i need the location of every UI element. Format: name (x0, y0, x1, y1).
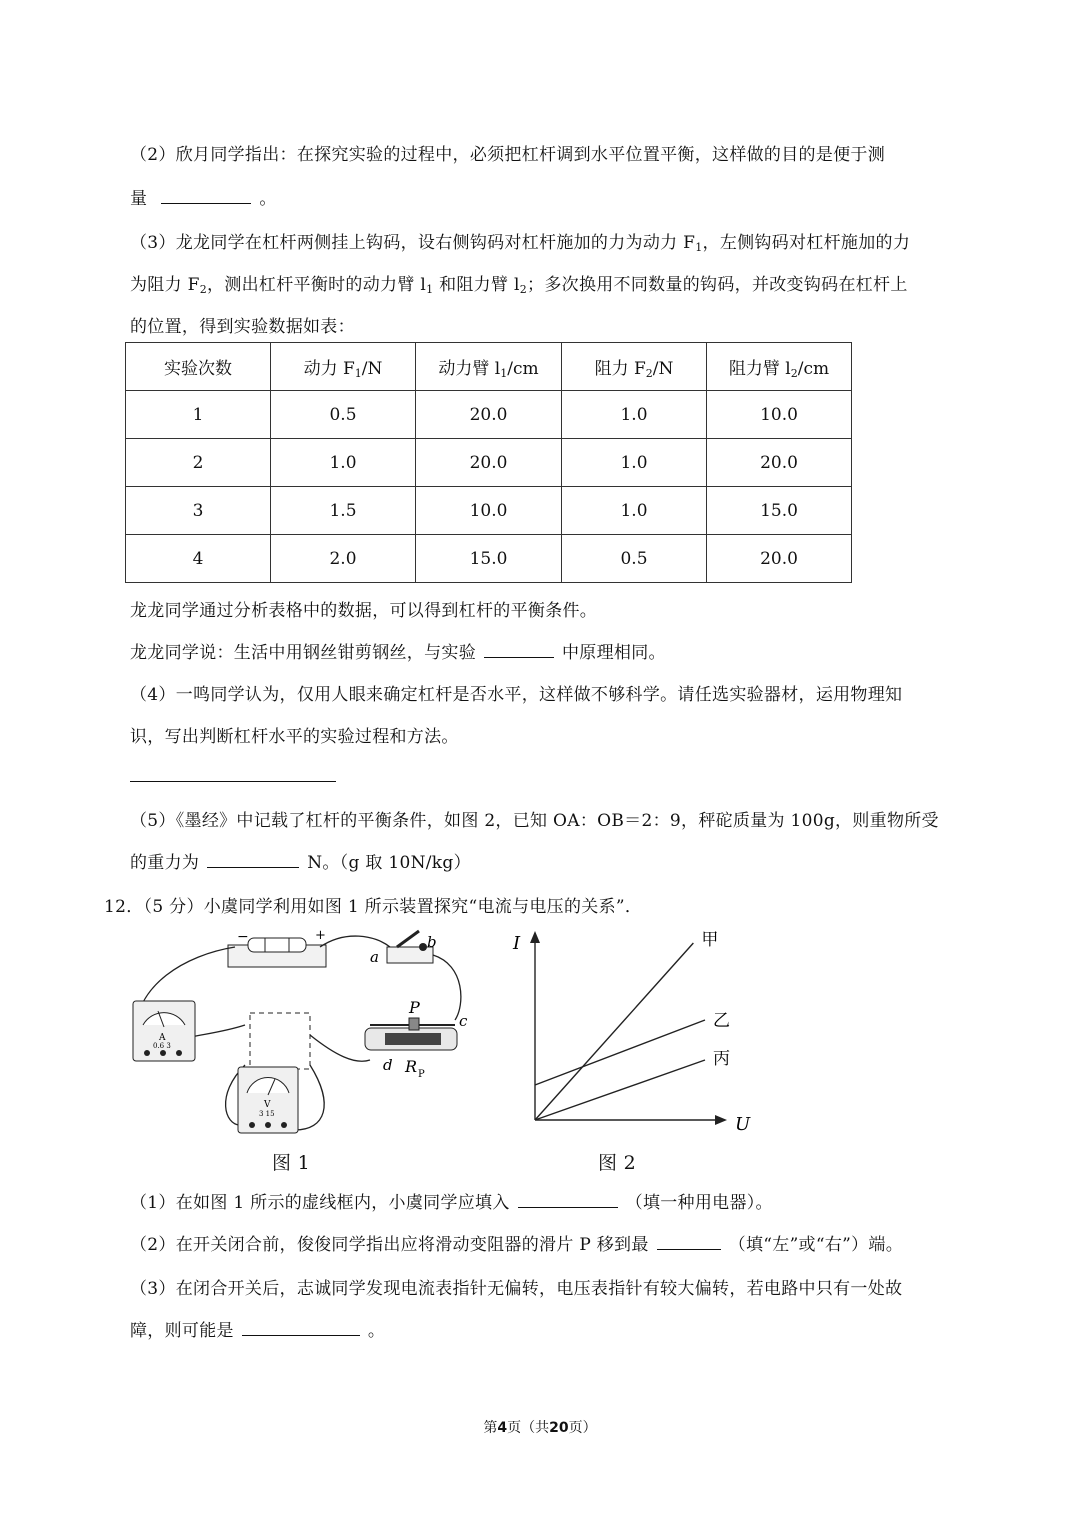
answer-blank-side[interactable] (657, 1231, 721, 1250)
q12-s2 (130, 1230, 903, 1255)
series-label-2: 乙 (713, 1011, 730, 1031)
footer-text: 页（共 (507, 1420, 550, 1436)
table-cell: 1.0 (271, 439, 416, 487)
q11-p3-line2 (130, 270, 908, 296)
table-cell: 20.0 (416, 391, 562, 439)
q11-p5-line1: （5）《墨经》中记载了杠杆的平衡条件，如图 2，已知 OA：OB＝2：9，秤砣质量为 100g，则重物所受 (130, 811, 939, 831)
q12-title: 12．（5 分）小虞同学利用如图 1 所示装置探究“电流与电压的关系”． (104, 897, 643, 917)
after-table-line2 (130, 638, 666, 663)
header-l1: 动力臂 $l_1/cm$ (416, 343, 562, 391)
figure1-caption: 图 1 (272, 1152, 311, 1174)
voltmeter-label: V (264, 1100, 271, 1110)
after-table-text: 龙龙同学说：生活中用钢丝钳剪钢丝，与实验 (130, 643, 476, 663)
page-total: 20 (549, 1420, 569, 1436)
series-label-1: 甲 (701, 930, 719, 950)
iu-graph (505, 925, 765, 1135)
table-cell: 0.5 (271, 391, 416, 439)
label-a: a (370, 948, 379, 966)
q11-p3-line3: 的位置，得到实验数据如表： (130, 317, 355, 337)
table-row (126, 391, 852, 439)
series-line-3 (535, 1060, 705, 1120)
q11-p2-text: 量 (130, 189, 148, 209)
answer-blank-method[interactable] (130, 781, 336, 782)
table-cell: 3 (126, 487, 271, 535)
subscript: 1 (426, 283, 434, 296)
wire (433, 955, 461, 1020)
figure2-caption: 图 2 (598, 1152, 637, 1174)
q11-p3-text: 和阻力臂 l (433, 275, 520, 295)
label-d: d (383, 1056, 393, 1074)
lever-data-table (125, 342, 852, 583)
subscript: 2 (199, 283, 208, 296)
battery-plus-label: + (315, 928, 326, 943)
footer-text: 页） (568, 1420, 597, 1436)
label-c: c (459, 1012, 468, 1030)
subscript: 2 (519, 283, 528, 296)
table-cell: 0.5 (562, 535, 707, 583)
label-P: P (409, 998, 420, 1017)
q11-p4-line2: 识，写出判断杠杆水平的实验过程和方法。 (130, 727, 459, 747)
header-l2: 阻力臂 $l_2/cm$ (707, 343, 852, 391)
wire (295, 1065, 324, 1130)
header-trial: 实验次数 (126, 343, 271, 391)
header-f1: 动力 $F_1/N$ (271, 343, 416, 391)
q12-s2-text: （2）在开关闭合前，俊俊同学指出应将滑动变阻器的滑片 P 移到最 (130, 1235, 649, 1255)
label-b: b (427, 933, 437, 951)
after-table-text: 中原理相同。 (562, 643, 666, 663)
wire (320, 936, 390, 947)
dashed-device-box (250, 1013, 310, 1069)
circuit-figure (125, 925, 485, 1175)
after-table-line1: 龙龙同学通过分析表格中的数据，可以得到杠杆的平衡条件。 (130, 601, 598, 621)
q11-p3-text: ；多次换用不同数量的钩码，并改变钩码在杠杆上 (527, 275, 908, 295)
q11-p2-end: 。 (259, 189, 277, 209)
answer-blank-measure[interactable] (161, 185, 251, 204)
table-cell: 1 (126, 391, 271, 439)
table-row (126, 535, 852, 583)
q11-p3-text: （3）龙龙同学在杠杆两侧挂上钩码，设右侧钩码对杠杆施加的力为动力 F (130, 233, 696, 253)
label-R-sub: P (418, 1069, 425, 1080)
q11-p5-line2 (130, 848, 471, 873)
q11-p2-line2 (130, 184, 277, 209)
ammeter-label: A (159, 1033, 166, 1043)
table-cell: 2 (126, 439, 271, 487)
table-cell: 15.0 (416, 535, 562, 583)
ammeter-scale: 0.6 3 (153, 1042, 171, 1050)
answer-blank-experiment[interactable] (484, 639, 554, 658)
table-cell: 15.0 (707, 487, 852, 535)
subscript: 1 (695, 241, 703, 254)
y-axis-label: I (513, 933, 521, 954)
series-line-2 (535, 1020, 705, 1085)
answer-blank-device[interactable] (518, 1189, 618, 1208)
table-cell: 1.5 (271, 487, 416, 535)
q11-p2-line1: （2）欣月同学指出：在探究实验的过程中，必须把杠杆调到水平位置平衡，这样做的目的是便于测 (130, 145, 886, 165)
label-R: R (405, 1057, 418, 1076)
x-axis-label: U (735, 1114, 751, 1135)
y-axis-arrow (530, 931, 540, 943)
q12-s3-text: 。 (367, 1321, 386, 1341)
q12-s1-text: （填一种用电器）。 (625, 1193, 773, 1213)
table-cell: 1.0 (562, 391, 707, 439)
q12-s1-text: （1）在如图 1 所示的虚线框内，小虞同学应填入 (130, 1193, 510, 1213)
q11-p5-text: 的重力为 (130, 853, 200, 873)
battery-minus-label: − (237, 929, 249, 945)
wire (310, 1035, 370, 1061)
rheostat-icon (365, 1018, 457, 1050)
header-f2: 阻力 $F_2/N$ (562, 343, 707, 391)
footer-text: 第 (483, 1420, 498, 1436)
q11-p5-text: N。（g 取 10N/kg） (307, 853, 471, 873)
x-axis-arrow (715, 1115, 727, 1125)
q12-s3-line2 (130, 1316, 385, 1341)
table-row (126, 439, 852, 487)
table-cell: 20.0 (416, 439, 562, 487)
q11-p4-line1: （4）一鸣同学认为，仅用人眼来确定杠杆是否水平，这样做不够科学。请任选实验器材，运用物理知 (130, 685, 903, 705)
table-cell: 10.0 (416, 487, 562, 535)
voltmeter-scale: 3 15 (259, 1110, 275, 1118)
ammeter-icon (133, 1001, 195, 1061)
table-cell: 10.0 (707, 391, 852, 439)
table-cell: 1.0 (562, 487, 707, 535)
table-cell: 20.0 (707, 535, 852, 583)
q12-s2-text: （填“左”或“右”）端。 (728, 1235, 904, 1255)
answer-blank-fault[interactable] (242, 1317, 360, 1336)
q12-s3-line1: （3）在闭合开关后，志诚同学发现电流表指针无偏转，电压表指针有较大偏转，若电路中只有一处故 (130, 1279, 903, 1299)
q11-p3-text: 为阻力 F (130, 275, 200, 295)
q12-s1 (130, 1188, 773, 1213)
series-label-3: 丙 (713, 1049, 730, 1069)
table-cell: 2.0 (271, 535, 416, 583)
q11-p3-text: ，左侧钩码对杠杆施加的力 (702, 233, 911, 253)
table-header-row (126, 343, 852, 391)
table-cell: 20.0 (707, 439, 852, 487)
q11-p3-text: ，测出杠杆平衡时的动力臂 l (207, 275, 427, 295)
answer-blank-gravity[interactable] (207, 849, 299, 868)
table-cell: 1.0 (562, 439, 707, 487)
page-number: 4 (497, 1420, 508, 1436)
series-line-1 (535, 943, 693, 1120)
table-row (126, 487, 852, 535)
q11-p3-line1 (130, 228, 910, 254)
q12-s3-text: 障，则可能是 (130, 1321, 234, 1341)
table-cell: 4 (126, 535, 271, 583)
page-footer (0, 1417, 1080, 1437)
